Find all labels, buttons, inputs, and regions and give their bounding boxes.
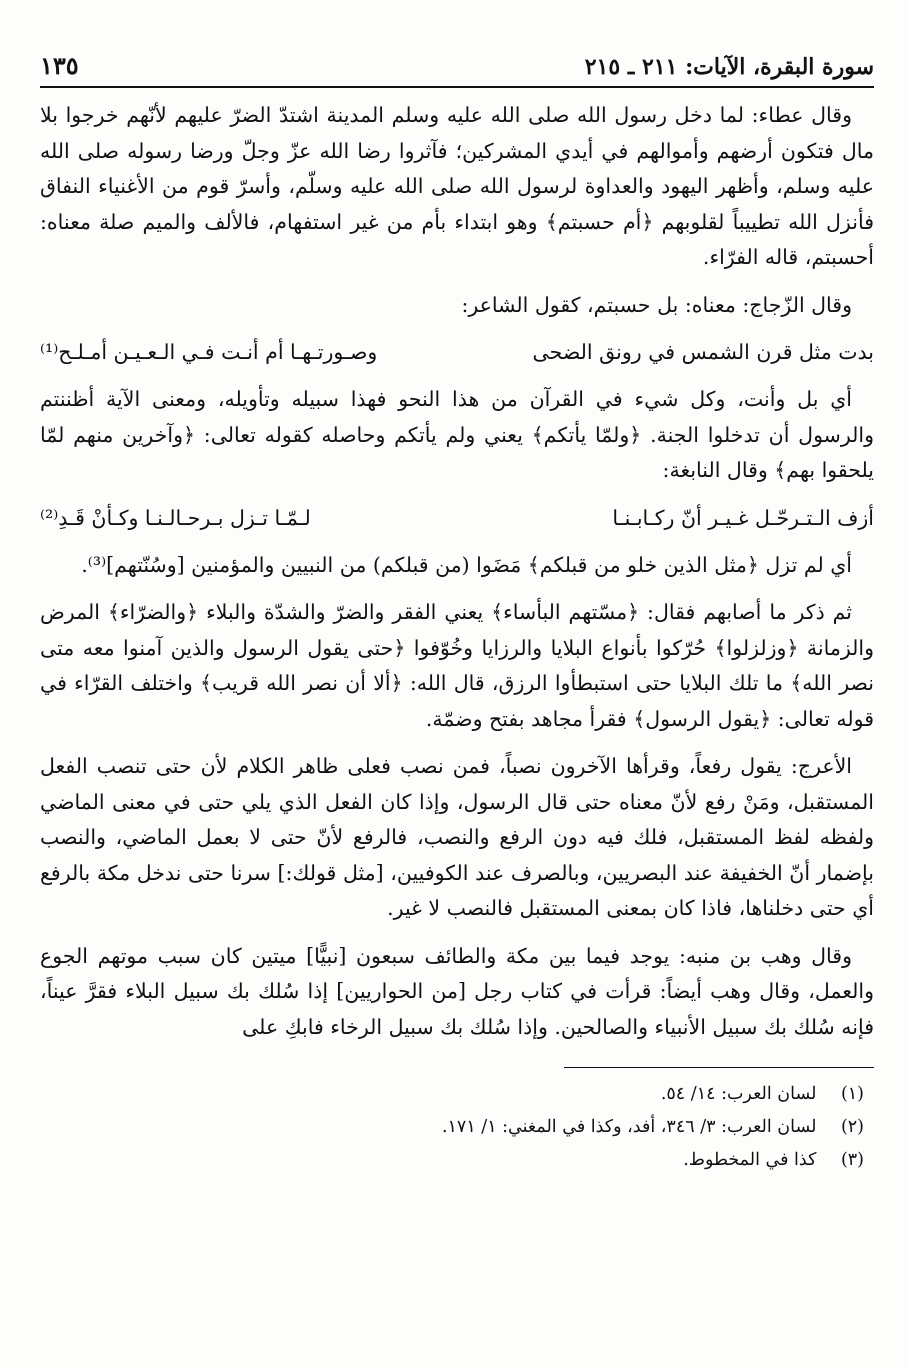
main-text	[40, 98, 874, 1045]
poetry-verse	[40, 335, 874, 370]
footnote-text: لسان العرب: ١٤/ ٥٤.	[660, 1084, 817, 1104]
page-number: ١٣٥	[40, 51, 79, 80]
verse-second-hemistich: لـمّـا تـزل بـرحـالـنـا وكـأنْ قَـدِ⁽²⁾	[40, 505, 311, 530]
paragraph: وقال الزّجاج: معناه: بل حسبتم، كقول الشاعر:	[461, 292, 852, 317]
footnote-text: كذا في المخطوط.	[683, 1150, 817, 1170]
poetry-verse	[40, 501, 874, 536]
paragraph: الأعرج: يقول رفعاً، وقرأها الآخرون نصباً، فمن نصب فعلى ظاهر الكلام لأن حتى تنصب الفعل المستقبل، ومَنْ رفع لأنّ معناه حتى قال الرسول، وإذا كان الفعل الذي يلي حتى في معنى الماضي ولفظه لفظ المستقبل، فلك فيه دون الرفع والنصب، فالرفع لأنّ حتى لا بعمل الماضي، والنصب بإضمار أنّ الخفيفة عند البصريين، وبالصرف عند الكوفيين، [مثل قولك:] سرنا حتى ندخل مكة بالرفع أي حتى دخلناها، فاذا كان بمعنى المستقبل فالنصب لا غير.	[40, 754, 874, 920]
header-rule	[40, 86, 874, 88]
footnotes	[40, 1078, 874, 1177]
paragraph: ثم ذكر ما أصابهم فقال: ﴿مسّتهم البأساء﴾ يعني الفقر والضرّ والشدّة والبلاء ﴿والضرّاء﴾ المرض والزمانة ﴿وزلزلوا﴾ حُرّكوا بأنواع البلايا والرزايا وخُوّفوا ﴿حتى يقول الرسول والذين آمنوا معه متى نصر الله﴾ ما تلك البلايا حتى استبطأوا الرزق، قال الله: ﴿ألا أن نصر الله قريب﴾ واختلف القرّاء في قوله تعالى: ﴿يقول الرسول﴾ فقرأ مجاهد بفتح وضمّة.	[40, 600, 874, 731]
running-title: سورة البقرة، الآيات: ٢١١ ـ ٢١٥	[584, 54, 874, 80]
paragraph: وقال عطاء: لما دخل رسول الله صلى الله عليه وسلم المدينة اشتدّ الضرّ عليهم لأنّهم خرجوا بلا مال فتكون أرضهم وأموالهم في أيدي المشركين؛ فآثروا رضا الله عزّ وجلّ ورضا رسوله صلى الله عليه وسلم، وأظهر اليهود والعداوة لرسول الله صلى الله عليه وسلّم، وأسرّ قوم من الأغنياء النفاق فأنزل الله تطييباً لقلوبهم ﴿أم حسبتم﴾ وهو ابتداء بأم من غير استفهام، فالألف والميم صلة معناه: أحسبتم، قاله الفرّاء.	[40, 103, 874, 269]
footnote-rule	[564, 1067, 874, 1068]
footnote-number: (٣)	[840, 1150, 864, 1170]
verse-first-hemistich: بدت مثل قرن الشمس في رونق الضحى	[532, 340, 874, 364]
verse-first-hemistich: أزف الـتـرحّـل غـيـر أنّ ركـابـنـا	[612, 505, 874, 530]
footnote	[40, 1144, 874, 1177]
footnote-text: لسان العرب: ٣/ ٣٤٦، أفد، وكذا في المغني: ١/ ١٧١.	[441, 1117, 817, 1137]
paragraph: وقال وهب بن منبه: يوجد فيما بين مكة والطائف سبعون [نبيًّا] ميتين كان سبب موتهم الجوع والعمل، وقال وهب أيضاً: قرأت في كتاب رجل [من الحواريين] إذا سُلك بك سبيل البلاء فقرَّ عيناً، فإنه سُلك بك سبيل الأنبياء والصالحين. وإذا سُلك بك سبيل الرخاء فابكِ على	[40, 943, 874, 1039]
footnote	[40, 1078, 874, 1111]
footnote-number: (١)	[840, 1084, 864, 1104]
verse-second-hemistich: وصـورتـهـا أم أنـت فـي الـعـيـن أمـلـح⁽¹⁾	[40, 340, 378, 364]
paragraph: أي بل وأنت، وكل شيء في القرآن من هذا النحو فهذا سبيله وتأويله، ومعنى الآية أظننتم والرسول أن تدخلوا الجنة. ﴿ولمّا يأتكم﴾ يعني ولم يأتكم وحاصله كقوله تعالى: ﴿وآخرين منهم لمّا يلحقوا بهم﴾ وقال النابغة:	[40, 387, 874, 482]
page-header	[40, 0, 874, 80]
footnote	[40, 1111, 874, 1144]
paragraph: أي لم تزل ﴿مثل الذين خلو من قبلكم﴾ مَضَوا (من قبلكم) من النبيين والمؤمنين [وسُنّتهم]⁽³⁾.	[81, 552, 852, 577]
footnote-number: (٢)	[840, 1117, 864, 1137]
